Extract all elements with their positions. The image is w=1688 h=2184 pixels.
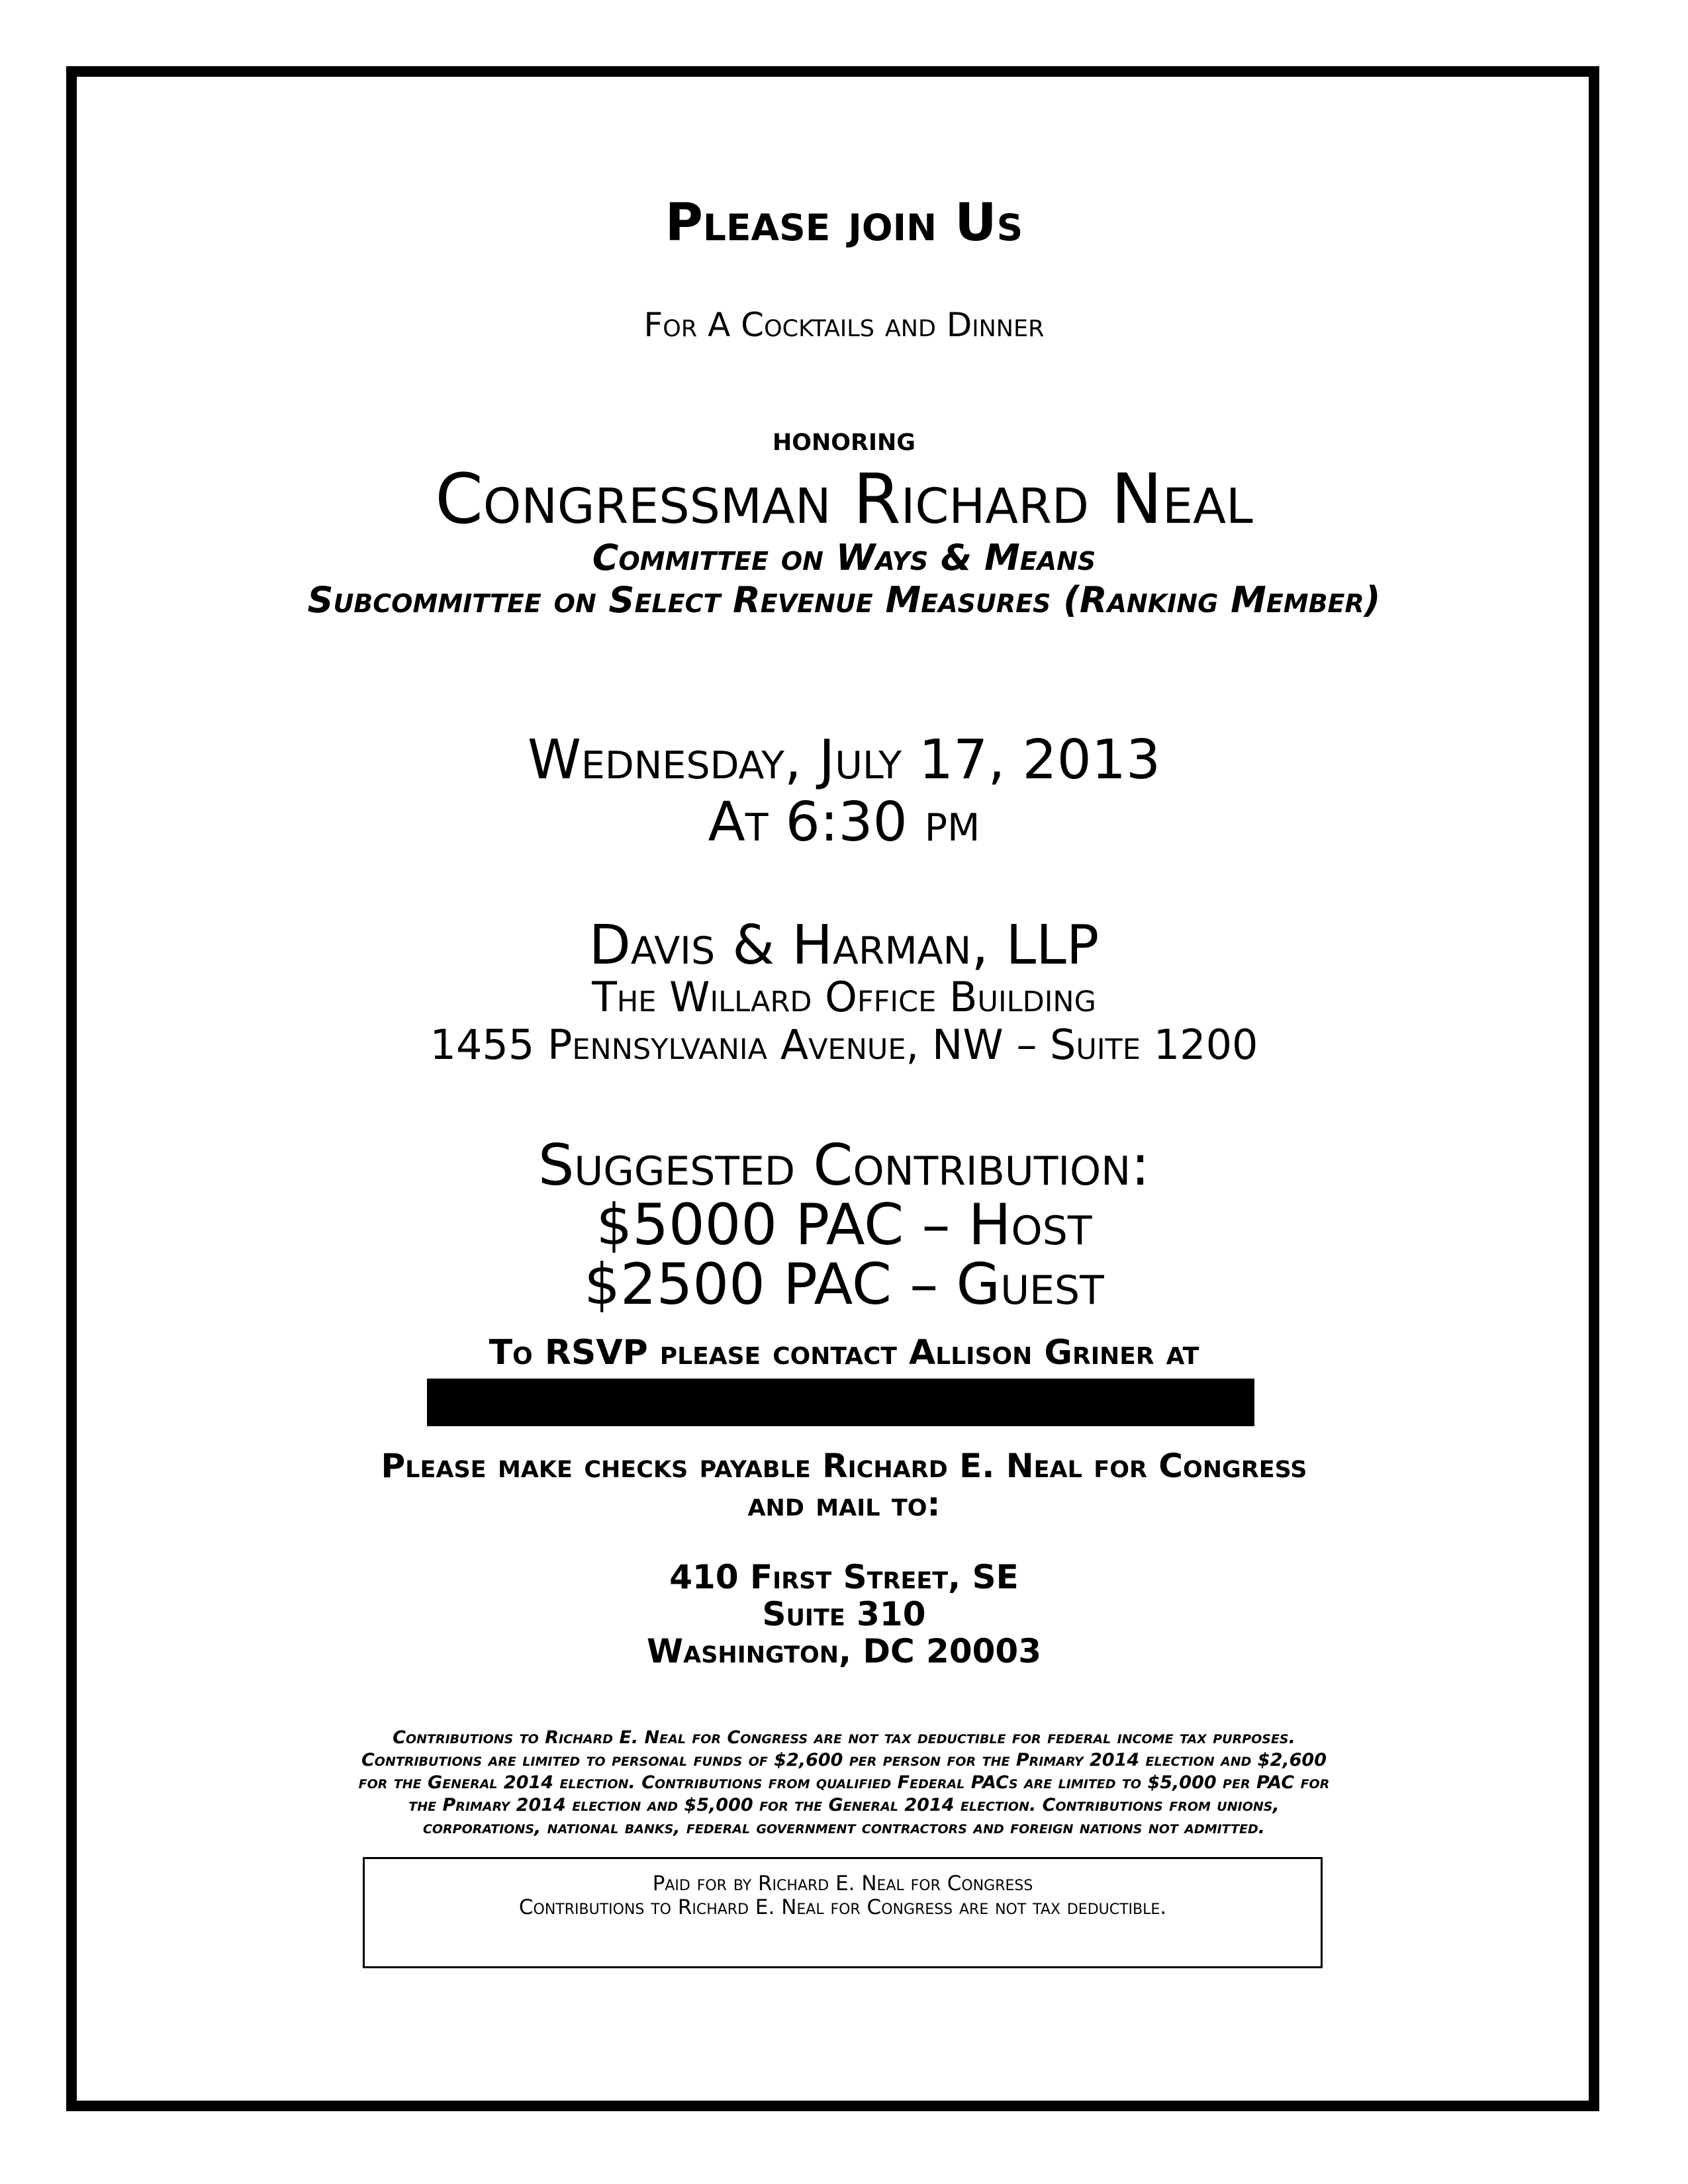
redacted-contact-bar: [427, 1379, 1254, 1426]
honoring-label: honoring: [772, 420, 916, 458]
paid-for-box: [363, 1857, 1323, 1968]
contribution-host: $5000 PAC – Host: [596, 1192, 1092, 1258]
event-date: Wednesday, July 17, 2013: [527, 729, 1161, 792]
disclaimer-line: Contributions to Richard E. Neal for Congress are not tax deductible for federal income tax purposes.: [393, 1727, 1295, 1748]
contribution-guest: $2500 PAC – Guest: [584, 1251, 1104, 1318]
disclaimer-line: corporations, national banks, federal government contractors and foreign nations not admitted.: [422, 1817, 1266, 1838]
contribution-heading: Suggested Contribution:: [538, 1132, 1150, 1199]
tax-notice-line: Contributions to Richard E. Neal for Congress are not tax deductible.: [518, 1895, 1167, 1919]
checks-payable-line: Please make checks payable Richard E. Neal for Congress: [381, 1447, 1307, 1485]
committee: Committee on Ways & Means: [592, 537, 1096, 578]
event-type: For A Cocktails and Dinner: [643, 306, 1045, 344]
mailing-suite: Suite 310: [762, 1595, 926, 1633]
disclaimer-line: for the General 2014 election. Contributions from qualified Federal PACs are limited to $5,000 per PAC for: [358, 1772, 1330, 1793]
mailing-street: 410 First Street, SE: [669, 1558, 1019, 1596]
venue-building: The Willard Office Building: [592, 973, 1096, 1021]
mailing-city: Washington, DC 20003: [646, 1632, 1042, 1670]
greeting: Please join Us: [665, 193, 1023, 253]
mail-to-line: and mail to:: [747, 1485, 941, 1524]
venue-address: 1455 Pennsylvania Avenue, NW – Suite 1200: [430, 1021, 1258, 1069]
paid-for-line: Paid for by Richard E. Neal for Congress: [652, 1872, 1033, 1895]
disclaimer-line: Contributions are limited to personal funds of $2,600 per person for the Primary 2014 election and $2,600: [361, 1750, 1327, 1770]
venue-name: Davis & Harman, LLP: [588, 914, 1100, 977]
event-time: At 6:30 pm: [708, 791, 980, 854]
rsvp-line: To RSVP please contact Allison Griner at: [489, 1333, 1199, 1373]
disclaimer-line: the Primary 2014 election and $5,000 for the General 2014 election. Contributions from unions,: [408, 1795, 1280, 1815]
subcommittee: Subcommittee on Select Revenue Measures (Ranking Member): [307, 579, 1381, 621]
honoree-name: Congressman Richard Neal: [435, 459, 1253, 539]
